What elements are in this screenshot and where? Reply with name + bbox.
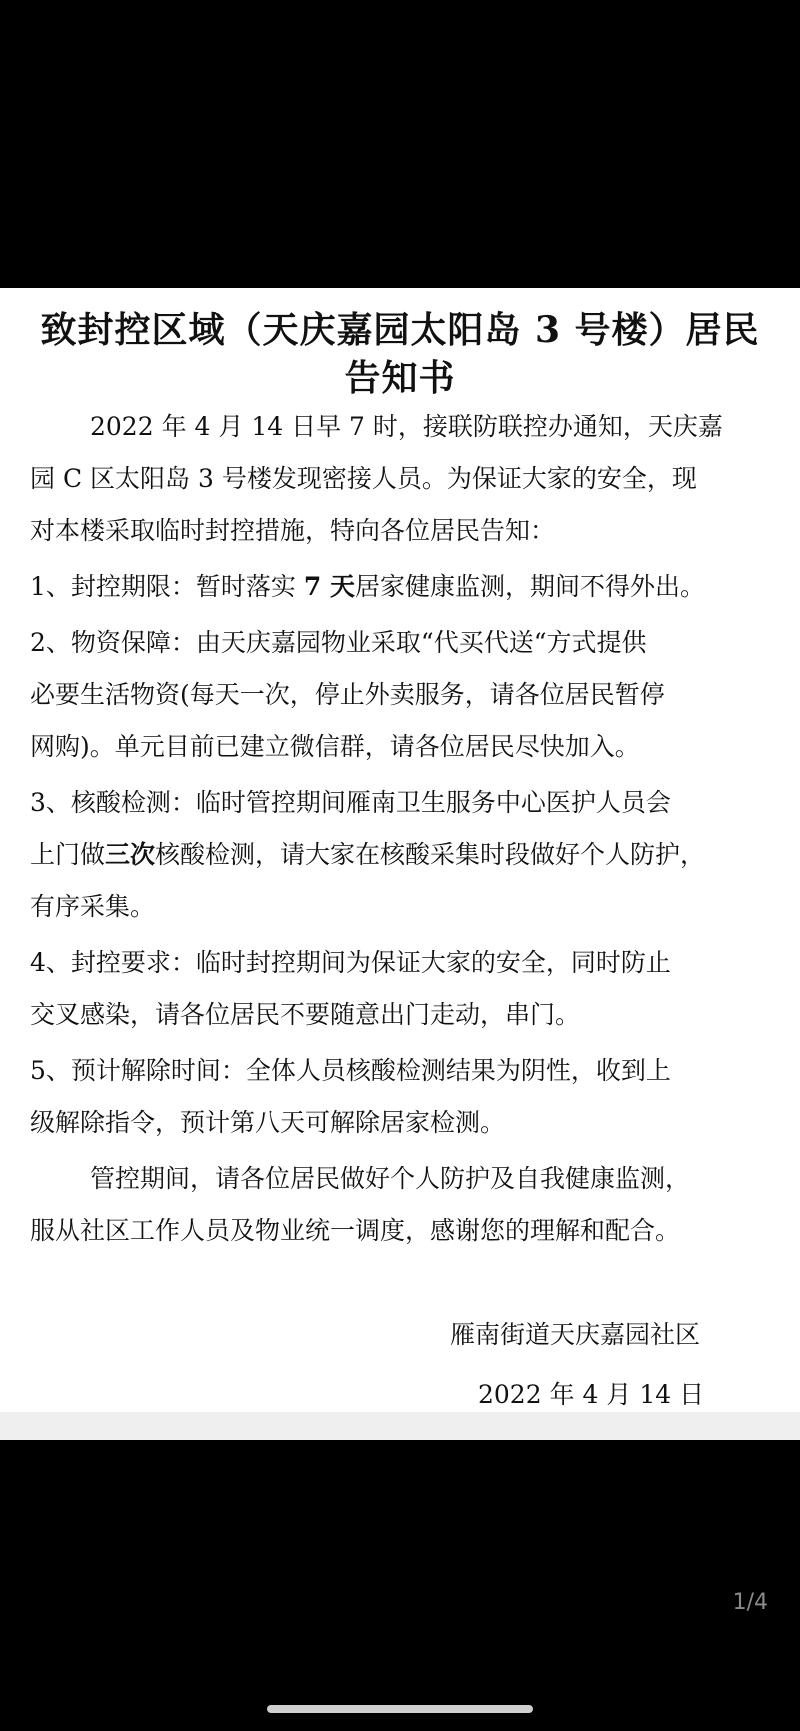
item-5-line-1: 5、预计解除时间：全体人员核酸检测结果为阴性，收到上 xyxy=(30,1056,671,1085)
item-1-line xyxy=(30,570,780,604)
item-3-line-3: 有序采集。 xyxy=(30,892,156,921)
closing-line-2: 服从社区工作人员及物业统一调度，感谢您的理解和配合。 xyxy=(30,1216,681,1245)
page-counter: 1/4 xyxy=(732,1590,768,1615)
item-2-line-3: 网购)。单元目前已建立微信群，请各位居民尽快加入。 xyxy=(30,732,640,761)
item-1-prefix: 1、封控期限：暂时落实 xyxy=(30,572,304,601)
item-5-line-2: 级解除指令，预计第八天可解除居家检测。 xyxy=(30,1108,506,1137)
item-3-line-1: 3、核酸检测：临时管控期间雁南卫生服务中心医护人员会 xyxy=(30,788,671,817)
item-4-line-1: 4、封控要求：临时封控期间为保证大家的安全，同时防止 xyxy=(30,948,671,977)
item-1-suffix: 居家健康监测，期间不得外出。 xyxy=(354,572,705,601)
item-1-emphasis: 7 天 xyxy=(303,572,355,601)
notice-title-line-1: 致封控区域（天庆嘉园太阳岛 3 号楼）居民 xyxy=(40,309,760,351)
item-3-line-2-suffix: 核酸检测，请大家在核酸采集时段做好个人防护， xyxy=(155,840,706,869)
paragraph-1-line-2: 园 C 区太阳岛 3 号楼发现密接人员。为保证大家的安全，现 xyxy=(30,464,697,493)
item-3-line-2-prefix: 上门做 xyxy=(30,840,106,869)
notice-document-image[interactable] xyxy=(0,288,800,1440)
notice-title-line-2: 告知书 xyxy=(344,357,456,399)
home-indicator[interactable] xyxy=(267,1705,533,1713)
paragraph-1-line-1: 2022 年 4 月 14 日早 7 时，接联防联控办通知，天庆嘉 xyxy=(90,412,723,441)
signature-date: 2022 年 4 月 14 日 xyxy=(478,1380,705,1409)
item-4-line-2: 交叉感染，请各位居民不要随意出门走动，串门。 xyxy=(30,1000,581,1029)
item-2-line-2: 必要生活物资(每天一次，停止外卖服务，请各位居民暂停 xyxy=(30,680,665,709)
item-3-line-2 xyxy=(30,838,780,872)
item-2-line-1: 2、物资保障：由天庆嘉园物业采取“代买代送“方式提供 xyxy=(30,628,647,657)
closing-line-1: 管控期间，请各位居民做好个人防护及自我健康监测， xyxy=(90,1164,691,1193)
item-3-emphasis: 三次 xyxy=(105,840,156,869)
paragraph-1-line-3: 对本楼采取临时封控措施，特向各位居民告知： xyxy=(30,516,556,545)
document-bottom-strip xyxy=(0,1412,800,1440)
signature-org: 雁南街道天庆嘉园社区 xyxy=(450,1320,701,1349)
